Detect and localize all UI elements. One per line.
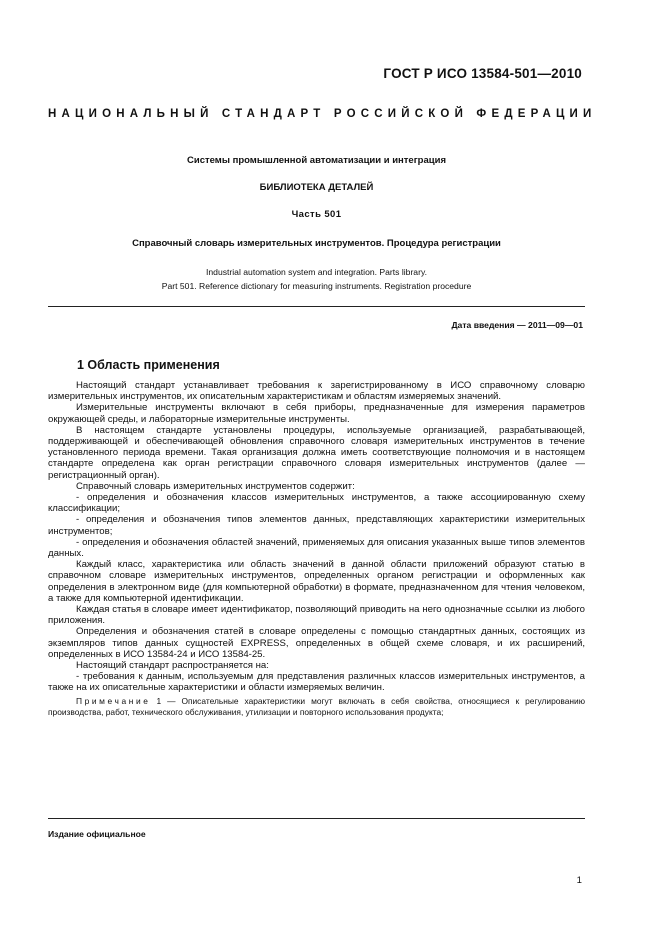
- library-title: БИБЛИОТЕКА ДЕТАЛЕЙ: [259, 182, 374, 193]
- english-title-line-1: Industrial automation system and integration. Parts library.: [206, 267, 427, 277]
- note: [48, 696, 585, 718]
- paragraph: Измерительные инструменты включают в себя приборы, предназначенные для измерения параметров окружающей среды, и лабораторные измерительные инструменты.: [48, 402, 585, 425]
- list-item: - определения и обозначения классов измерительных инструментов, а также ассоциированную схему классификации;: [48, 492, 585, 515]
- paragraph: Каждый класс, характеристика или область значений в данной области приложений образуют статью в справочном словаре измерительных инструментов, определенных органом регистрации и оформленных как определения в электронном виде (для компьютерной обработки) в формате, предназначенном для чтения человеком, а также для компьютерной идентификации.: [48, 559, 585, 604]
- list-item: - определения и обозначения типов элементов данных, представляющих характеристики измерительных инструментов;: [48, 514, 585, 537]
- note-text: 1 — Описательные характеристики могут включать в себя свойства, относящиеся к регулированию производства, работ, технического обслуживания, утилизации и повторного использования продукта;: [48, 695, 585, 717]
- page-number: 1: [576, 875, 582, 886]
- paragraph: Настоящий стандарт распространяется на:: [76, 660, 269, 672]
- part-title: Часть 501: [291, 209, 342, 220]
- paragraph: Определения и обозначения статей в словаре определены с помощью стандартных данных, состоящих из экземпляров типов данных сущностей EXPRESS, определенных в общей схеме словаря, и их расширений, определенных в ИСО 13584-24 и ИСО 13584-25.: [48, 626, 585, 660]
- series-title: Системы промышленной автоматизации и интеграция: [187, 155, 446, 166]
- document-id: ГОСТ Р ИСО 13584-501—2010: [383, 66, 582, 81]
- national-standard-title: НАЦИОНАЛЬНЫЙ СТАНДАРТ РОССИЙСКОЙ ФЕДЕРАЦИИ: [48, 108, 597, 120]
- paragraph: Каждая статья в словаре имеет идентификатор, позволяющий приводить на него однозначные ссылки из любого приложения.: [48, 604, 585, 627]
- list-item: - требования к данным, используемым для представления различных классов измерительных инструментов, а также на их описательные характеристики и области измеряемых величин.: [48, 671, 585, 694]
- official-edition-label: Издание официальное: [48, 829, 146, 839]
- section-heading: 1 Область применения: [77, 358, 220, 372]
- section-body: [48, 380, 585, 718]
- main-title: Справочный словарь измерительных инструментов. Процедура регистрации: [132, 238, 501, 249]
- header-divider: [48, 306, 585, 307]
- paragraph: Настоящий стандарт устанавливает требования к зарегистрированному в ИСО справочному словарю измерительных инструментов, их описательным характеристикам и областям измеряемых значений.: [48, 380, 585, 403]
- note-label: Примечание: [76, 695, 151, 706]
- paragraph: Справочный словарь измерительных инструментов содержит:: [76, 480, 355, 492]
- english-title-line-2: Part 501. Reference dictionary for measuring instruments. Registration procedure: [161, 281, 472, 291]
- list-item: - определения и обозначения областей значений, применяемых для описания указанных выше типов элементов данных.: [48, 536, 585, 560]
- paragraph: В настоящем стандарте установлены процедуры, используемые организацией, разрабатывающей, поддерживающей и обеспечивающей обновления справочного словаря измерительных инструментов в течение установленного периода времени. Такая организация должна иметь соответствующие полномочия и в настоящем стандарте определена как орган регистрации справочного словаря измерительных инструментов (далее — регистрационный орган).: [48, 424, 585, 481]
- footer-divider: [48, 818, 585, 819]
- introduction-date: Дата введения — 2011—09—01: [451, 320, 583, 330]
